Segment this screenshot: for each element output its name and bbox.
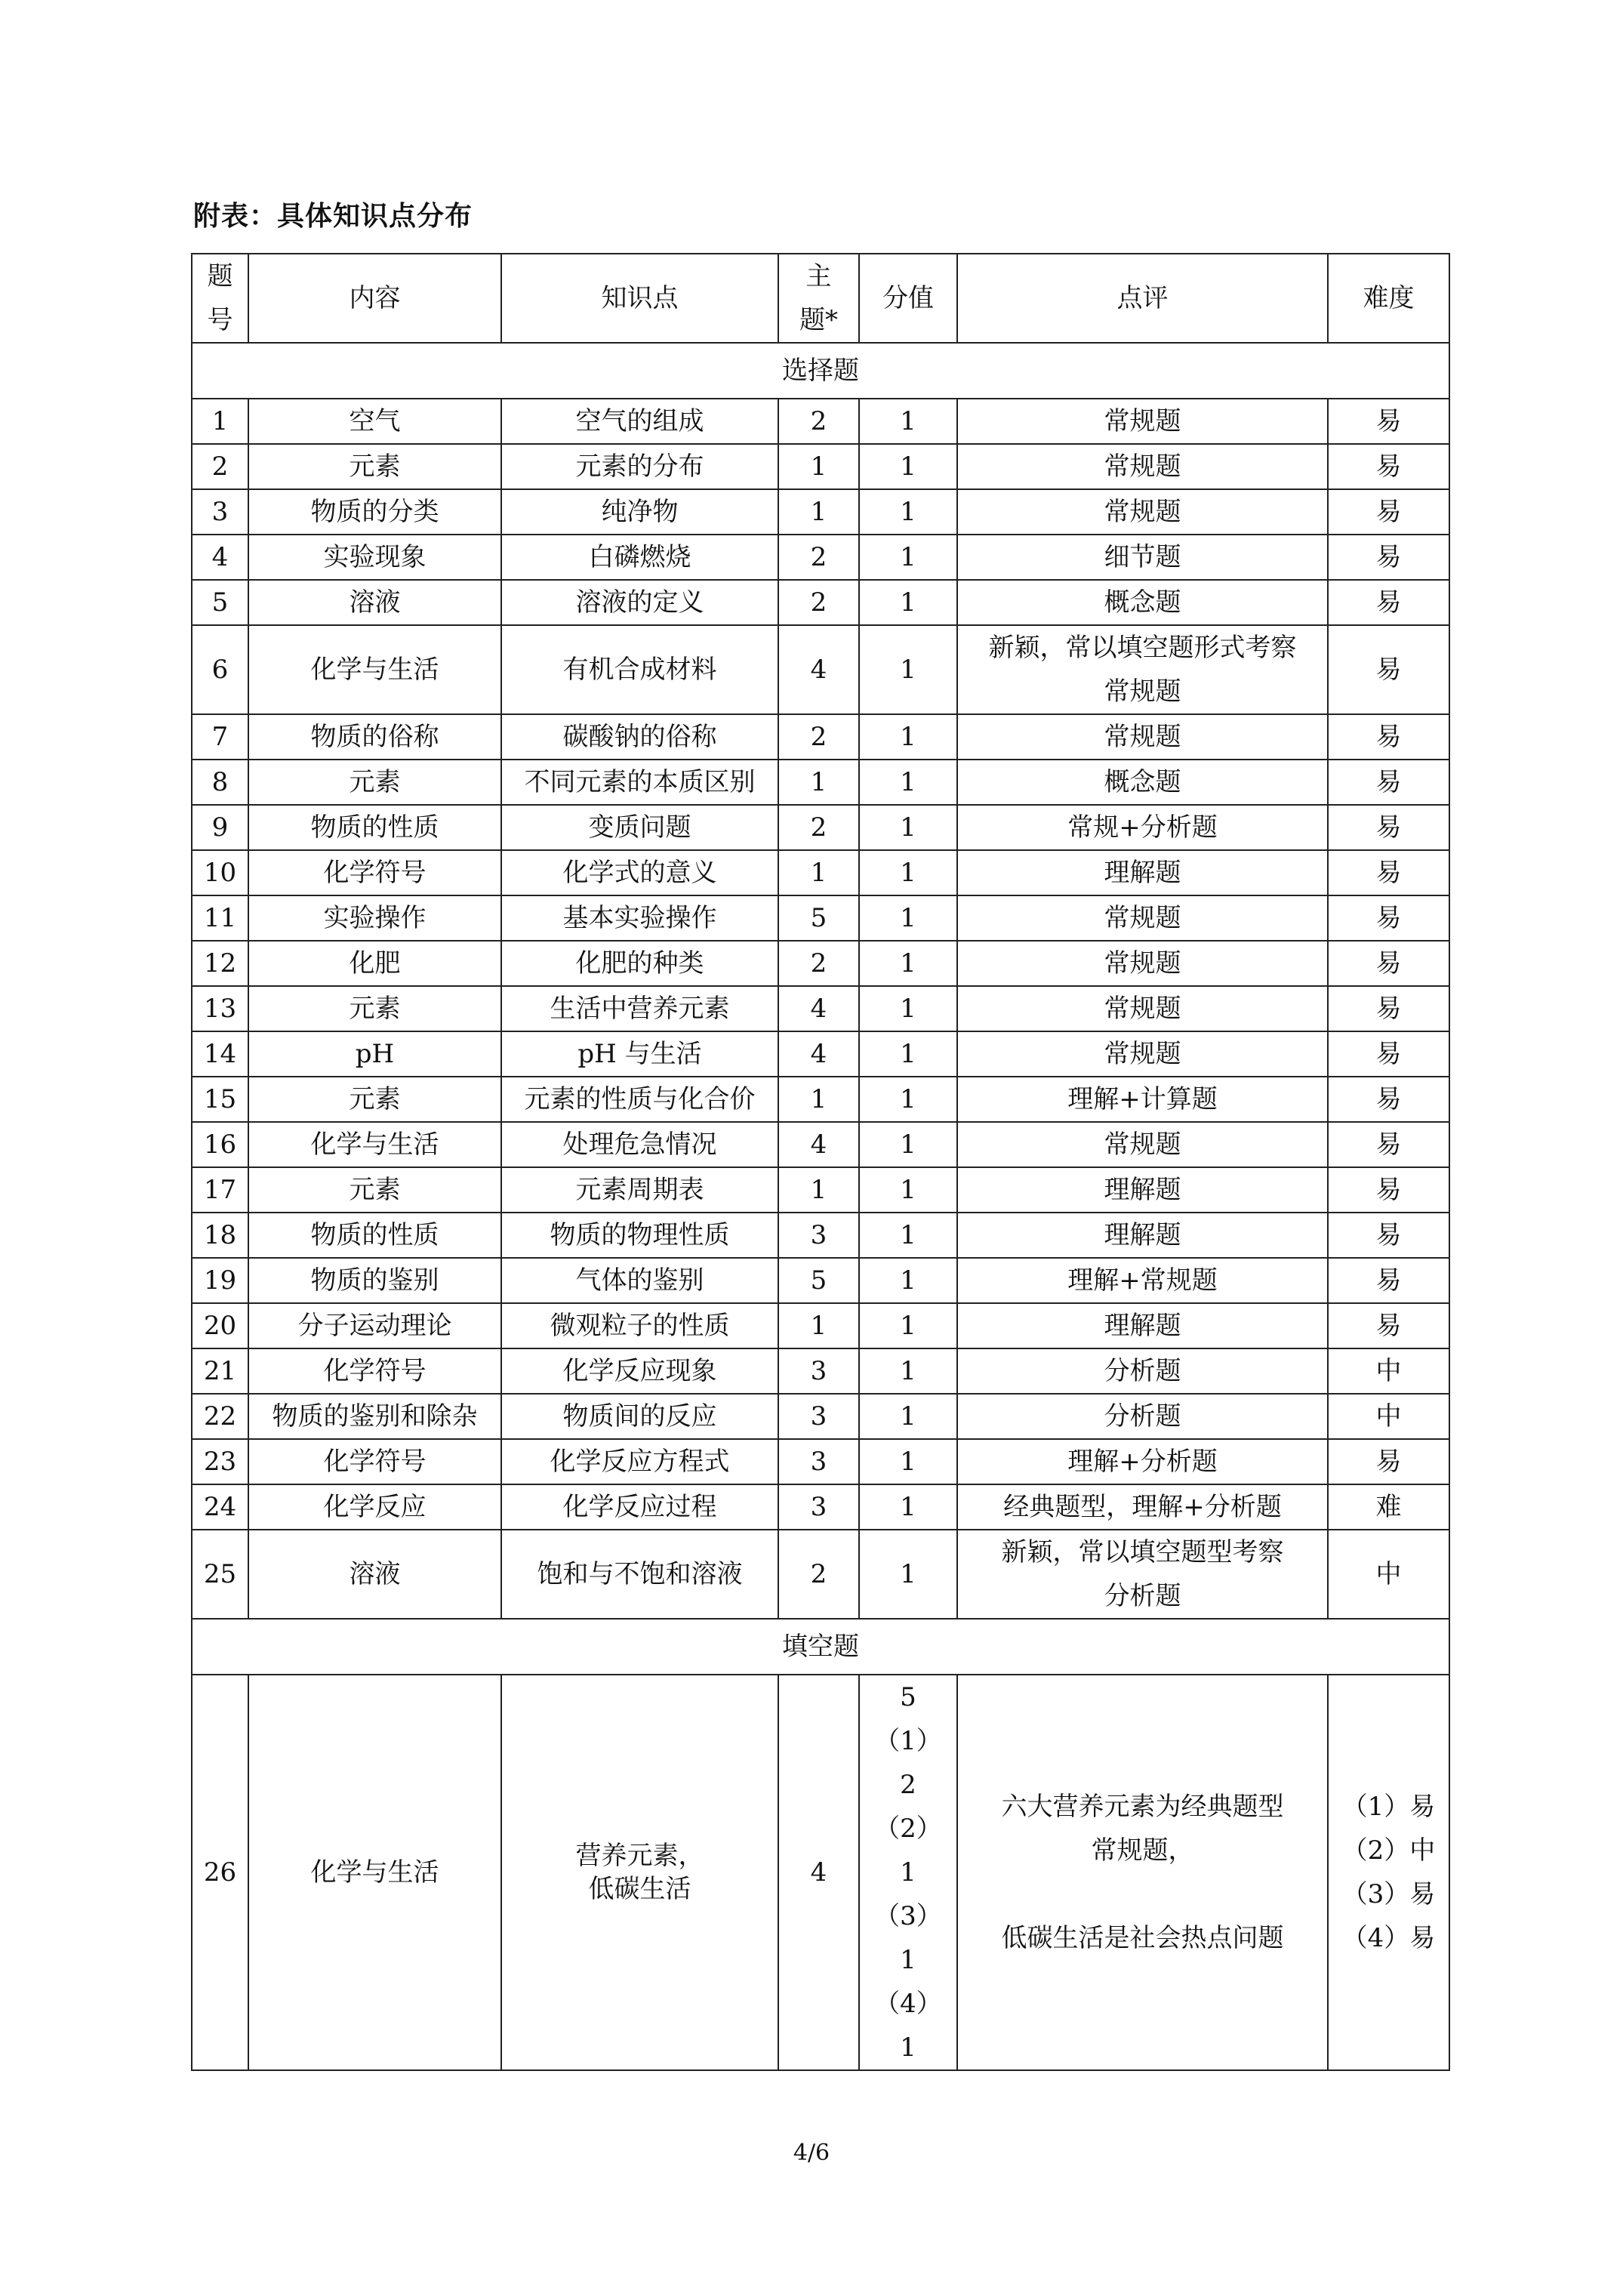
cell-comment: 理解+计算题 <box>957 1077 1328 1122</box>
cell-score: 1 <box>859 1258 957 1303</box>
cell-content: 元素 <box>248 1077 501 1122</box>
cell-content: 化学反应 <box>248 1484 501 1530</box>
document-title: 附表：具体知识点分布 <box>193 200 473 232</box>
cell-comment: 分析题 <box>957 1348 1328 1394</box>
cell-difficulty: 易 <box>1328 941 1449 986</box>
table-header-row <box>192 254 1449 343</box>
cell-difficulty: 难 <box>1328 1484 1449 1530</box>
table-row <box>192 625 1449 714</box>
cell-score <box>859 1675 957 2070</box>
score-line: （4） <box>874 1989 942 2019</box>
comment-spacer <box>962 1872 1323 1916</box>
cell-comment: 细节题 <box>957 535 1328 580</box>
score-line: 5 <box>900 1682 916 1712</box>
cell-content: 物质的俗称 <box>248 714 501 760</box>
cell-content: 元素 <box>248 760 501 805</box>
cell-comment: 经典题型，理解+分析题 <box>957 1484 1328 1530</box>
cell-score: 1 <box>859 1530 957 1619</box>
cell-comment: 常规+分析题 <box>957 805 1328 850</box>
cell-theme: 2 <box>778 1530 859 1619</box>
cell-comment: 分析题 <box>957 1394 1328 1439</box>
cell-difficulty: 易 <box>1328 399 1449 444</box>
cell-difficulty: 易 <box>1328 850 1449 895</box>
cell-number: 15 <box>192 1077 248 1122</box>
cell-content: 化学符号 <box>248 1348 501 1394</box>
cell-number: 13 <box>192 986 248 1031</box>
cell-content: 分子运动理论 <box>248 1303 501 1348</box>
cell-score: 1 <box>859 580 957 625</box>
cell-comment: 常规题 <box>957 1031 1328 1077</box>
cell-comment: 常规题 <box>957 895 1328 941</box>
cell-theme: 5 <box>778 895 859 941</box>
cell-theme: 2 <box>778 714 859 760</box>
cell-score: 1 <box>859 1394 957 1439</box>
cell-knowledge: 空气的组成 <box>501 399 778 444</box>
difficulty-line: （1）易 <box>1341 1792 1436 1822</box>
cell-theme: 4 <box>778 1122 859 1167</box>
score-line: 2 <box>900 1770 916 1800</box>
cell-number: 2 <box>192 444 248 489</box>
table-row <box>192 1484 1449 1530</box>
cell-difficulty: 易 <box>1328 1213 1449 1258</box>
table-row <box>192 895 1449 941</box>
cell-content: 物质的性质 <box>248 805 501 850</box>
cell-comment: 理解题 <box>957 1303 1328 1348</box>
section-row-fill <box>192 1619 1449 1675</box>
cell-number: 5 <box>192 580 248 625</box>
table-row <box>192 1258 1449 1303</box>
cell-comment <box>957 1675 1328 2070</box>
comment-line-1: 新颖，常以填空题形式考察 <box>988 633 1297 663</box>
cell-comment: 概念题 <box>957 760 1328 805</box>
cell-content: 元素 <box>248 1167 501 1213</box>
cell-knowledge: pH 与生活 <box>501 1031 778 1077</box>
cell-theme: 3 <box>778 1213 859 1258</box>
cell-score: 1 <box>859 986 957 1031</box>
cell-comment <box>957 625 1328 714</box>
cell-score: 1 <box>859 1122 957 1167</box>
cell-content: 化学与生活 <box>248 1122 501 1167</box>
cell-content: 化学与生活 <box>248 625 501 714</box>
cell-content: 实验现象 <box>248 535 501 580</box>
cell-score: 1 <box>859 535 957 580</box>
cell-knowledge: 碳酸钠的俗称 <box>501 714 778 760</box>
cell-number: 19 <box>192 1258 248 1303</box>
cell-comment: 常规题 <box>957 489 1328 535</box>
cell-difficulty: 易 <box>1328 1439 1449 1484</box>
cell-comment: 常规题 <box>957 941 1328 986</box>
table-row <box>192 1077 1449 1122</box>
cell-number: 8 <box>192 760 248 805</box>
table-row <box>192 489 1449 535</box>
cell-knowledge: 处理危急情况 <box>501 1122 778 1167</box>
cell-number: 11 <box>192 895 248 941</box>
cell-theme: 4 <box>778 1675 859 2070</box>
cell-difficulty: 易 <box>1328 1167 1449 1213</box>
cell-number: 7 <box>192 714 248 760</box>
cell-comment: 常规题 <box>957 444 1328 489</box>
cell-content: 实验操作 <box>248 895 501 941</box>
cell-difficulty: 易 <box>1328 805 1449 850</box>
cell-theme: 3 <box>778 1439 859 1484</box>
cell-theme: 3 <box>778 1484 859 1530</box>
table-row <box>192 1394 1449 1439</box>
cell-theme: 1 <box>778 850 859 895</box>
cell-comment: 理解+分析题 <box>957 1439 1328 1484</box>
cell-score: 1 <box>859 1439 957 1484</box>
cell-number: 12 <box>192 941 248 986</box>
cell-difficulty: 易 <box>1328 489 1449 535</box>
cell-difficulty: 易 <box>1328 714 1449 760</box>
cell-score: 1 <box>859 1348 957 1394</box>
cell-knowledge: 基本实验操作 <box>501 895 778 941</box>
cell-difficulty: 易 <box>1328 625 1449 714</box>
knowledge-line-1: 营养元素， <box>575 1841 704 1871</box>
cell-knowledge: 生活中营养元素 <box>501 986 778 1031</box>
section-label-choice: 选择题 <box>192 343 1449 399</box>
cell-number: 1 <box>192 399 248 444</box>
comment-line-1: 新颖，常以填空题型考察 <box>1001 1537 1284 1567</box>
cell-content: 空气 <box>248 399 501 444</box>
cell-content: 物质的性质 <box>248 1213 501 1258</box>
cell-difficulty: 易 <box>1328 895 1449 941</box>
cell-difficulty <box>1328 1675 1449 2070</box>
cell-number: 26 <box>192 1675 248 2070</box>
cell-number: 16 <box>192 1122 248 1167</box>
cell-knowledge: 化学式的意义 <box>501 850 778 895</box>
cell-content: 元素 <box>248 986 501 1031</box>
header-difficulty: 难度 <box>1328 254 1449 343</box>
cell-knowledge: 饱和与不饱和溶液 <box>501 1530 778 1619</box>
table-row <box>192 1530 1449 1619</box>
table-row <box>192 1122 1449 1167</box>
header-comment: 点评 <box>957 254 1328 343</box>
header-theme <box>778 254 859 343</box>
table-row <box>192 535 1449 580</box>
section-label-fill: 填空题 <box>192 1619 1449 1675</box>
cell-number: 4 <box>192 535 248 580</box>
cell-difficulty: 易 <box>1328 535 1449 580</box>
cell-score: 1 <box>859 850 957 895</box>
header-theme-line2: 题* <box>799 305 838 335</box>
header-content: 内容 <box>248 254 501 343</box>
cell-knowledge: 气体的鉴别 <box>501 1258 778 1303</box>
table-row <box>192 1167 1449 1213</box>
cell-theme: 4 <box>778 625 859 714</box>
score-line: （1） <box>874 1726 942 1756</box>
cell-number: 21 <box>192 1348 248 1394</box>
table-row <box>192 714 1449 760</box>
cell-theme: 1 <box>778 444 859 489</box>
cell-difficulty: 易 <box>1328 1031 1449 1077</box>
cell-comment: 理解题 <box>957 1167 1328 1213</box>
table-row <box>192 941 1449 986</box>
cell-theme: 4 <box>778 1031 859 1077</box>
cell-difficulty: 易 <box>1328 986 1449 1031</box>
cell-content: 化学符号 <box>248 850 501 895</box>
cell-content: 物质的鉴别和除杂 <box>248 1394 501 1439</box>
cell-content: 物质的鉴别 <box>248 1258 501 1303</box>
cell-score: 1 <box>859 625 957 714</box>
cell-number: 3 <box>192 489 248 535</box>
header-number <box>192 254 248 343</box>
comment-line-2: 常规题 <box>1104 676 1181 707</box>
cell-score: 1 <box>859 1303 957 1348</box>
cell-comment: 常规题 <box>957 986 1328 1031</box>
cell-difficulty: 中 <box>1328 1394 1449 1439</box>
cell-number: 22 <box>192 1394 248 1439</box>
cell-knowledge: 物质的物理性质 <box>501 1213 778 1258</box>
knowledge-table <box>191 253 1450 2071</box>
cell-theme: 1 <box>778 1303 859 1348</box>
cell-theme: 5 <box>778 1258 859 1303</box>
comment-line-3: 低碳生活是社会热点问题 <box>1001 1923 1284 1953</box>
cell-knowledge: 不同元素的本质区别 <box>501 760 778 805</box>
cell-comment: 理解题 <box>957 850 1328 895</box>
cell-knowledge: 溶液的定义 <box>501 580 778 625</box>
difficulty-line: （2）中 <box>1341 1835 1436 1866</box>
table-row <box>192 1439 1449 1484</box>
cell-comment: 概念题 <box>957 580 1328 625</box>
difficulty-line: （3）易 <box>1341 1879 1436 1909</box>
cell-knowledge <box>501 1675 778 2070</box>
cell-comment: 理解+常规题 <box>957 1258 1328 1303</box>
header-number-line2: 号 <box>207 305 233 335</box>
cell-content: 元素 <box>248 444 501 489</box>
cell-difficulty: 中 <box>1328 1530 1449 1619</box>
cell-difficulty: 易 <box>1328 1122 1449 1167</box>
cell-knowledge: 化学反应方程式 <box>501 1439 778 1484</box>
cell-score: 1 <box>859 489 957 535</box>
cell-knowledge: 元素的性质与化合价 <box>501 1077 778 1122</box>
cell-knowledge: 纯净物 <box>501 489 778 535</box>
cell-knowledge: 化学反应现象 <box>501 1348 778 1394</box>
cell-content: 物质的分类 <box>248 489 501 535</box>
cell-score: 1 <box>859 1213 957 1258</box>
cell-theme: 2 <box>778 580 859 625</box>
cell-score: 1 <box>859 1077 957 1122</box>
table-row <box>192 805 1449 850</box>
cell-knowledge: 元素的分布 <box>501 444 778 489</box>
difficulty-line: （4）易 <box>1341 1923 1436 1953</box>
header-score: 分值 <box>859 254 957 343</box>
cell-theme: 1 <box>778 489 859 535</box>
table-row <box>192 850 1449 895</box>
cell-theme: 1 <box>778 1077 859 1122</box>
table-row <box>192 580 1449 625</box>
cell-theme: 3 <box>778 1348 859 1394</box>
cell-content: 化学与生活 <box>248 1675 501 2070</box>
cell-score: 1 <box>859 1484 957 1530</box>
table-row <box>192 444 1449 489</box>
score-line: 1 <box>900 2032 916 2063</box>
cell-knowledge: 物质间的反应 <box>501 1394 778 1439</box>
cell-knowledge: 化肥的种类 <box>501 941 778 986</box>
cell-theme: 1 <box>778 760 859 805</box>
cell-number: 23 <box>192 1439 248 1484</box>
table-row <box>192 1348 1449 1394</box>
table-row <box>192 1213 1449 1258</box>
header-number-line1: 题 <box>207 261 233 291</box>
cell-score: 1 <box>859 805 957 850</box>
cell-content: pH <box>248 1031 501 1077</box>
cell-content: 溶液 <box>248 1530 501 1619</box>
cell-theme: 2 <box>778 805 859 850</box>
cell-number: 10 <box>192 850 248 895</box>
score-line: （3） <box>874 1901 942 1931</box>
cell-difficulty: 易 <box>1328 444 1449 489</box>
header-theme-line1: 主 <box>805 261 832 291</box>
cell-knowledge: 白磷燃烧 <box>501 535 778 580</box>
cell-difficulty: 易 <box>1328 1258 1449 1303</box>
page-number: 4/6 <box>793 2140 830 2166</box>
cell-number: 6 <box>192 625 248 714</box>
cell-number: 17 <box>192 1167 248 1213</box>
comment-line-2: 分析题 <box>1104 1581 1181 1611</box>
cell-difficulty: 易 <box>1328 1077 1449 1122</box>
cell-score: 1 <box>859 399 957 444</box>
cell-theme: 4 <box>778 986 859 1031</box>
cell-number: 9 <box>192 805 248 850</box>
cell-knowledge: 元素周期表 <box>501 1167 778 1213</box>
cell-comment: 常规题 <box>957 1122 1328 1167</box>
cell-difficulty: 中 <box>1328 1348 1449 1394</box>
cell-theme: 3 <box>778 1394 859 1439</box>
table-row <box>192 760 1449 805</box>
cell-comment: 常规题 <box>957 714 1328 760</box>
table-row <box>192 1303 1449 1348</box>
cell-score: 1 <box>859 760 957 805</box>
cell-knowledge: 化学反应过程 <box>501 1484 778 1530</box>
cell-comment <box>957 1530 1328 1619</box>
cell-theme: 1 <box>778 1167 859 1213</box>
cell-theme: 2 <box>778 399 859 444</box>
cell-content: 溶液 <box>248 580 501 625</box>
table-row-26 <box>192 1675 1449 2070</box>
cell-knowledge: 有机合成材料 <box>501 625 778 714</box>
cell-comment: 理解题 <box>957 1213 1328 1258</box>
header-knowledge: 知识点 <box>501 254 778 343</box>
section-row-choice <box>192 343 1449 399</box>
table-row <box>192 399 1449 444</box>
score-line: （2） <box>874 1814 942 1844</box>
cell-difficulty: 易 <box>1328 580 1449 625</box>
table-row <box>192 986 1449 1031</box>
cell-difficulty: 易 <box>1328 1303 1449 1348</box>
comment-line-1: 六大营养元素为经典题型 <box>1001 1792 1284 1822</box>
cell-content: 化学符号 <box>248 1439 501 1484</box>
cell-score: 1 <box>859 1167 957 1213</box>
cell-content: 化肥 <box>248 941 501 986</box>
comment-line-2: 常规题， <box>1091 1835 1194 1866</box>
cell-difficulty: 易 <box>1328 760 1449 805</box>
cell-number: 24 <box>192 1484 248 1530</box>
cell-number: 14 <box>192 1031 248 1077</box>
cell-comment: 常规题 <box>957 399 1328 444</box>
cell-number: 25 <box>192 1530 248 1619</box>
cell-number: 20 <box>192 1303 248 1348</box>
cell-score: 1 <box>859 895 957 941</box>
cell-knowledge: 微观粒子的性质 <box>501 1303 778 1348</box>
cell-number: 18 <box>192 1213 248 1258</box>
table-row <box>192 1031 1449 1077</box>
knowledge-line-2: 低碳生活 <box>588 1874 691 1904</box>
cell-score: 1 <box>859 444 957 489</box>
cell-theme: 2 <box>778 941 859 986</box>
cell-knowledge: 变质问题 <box>501 805 778 850</box>
cell-theme: 2 <box>778 535 859 580</box>
score-line: 1 <box>900 1857 916 1888</box>
cell-score: 1 <box>859 714 957 760</box>
cell-score: 1 <box>859 941 957 986</box>
cell-score: 1 <box>859 1031 957 1077</box>
score-line: 1 <box>900 1945 916 1975</box>
